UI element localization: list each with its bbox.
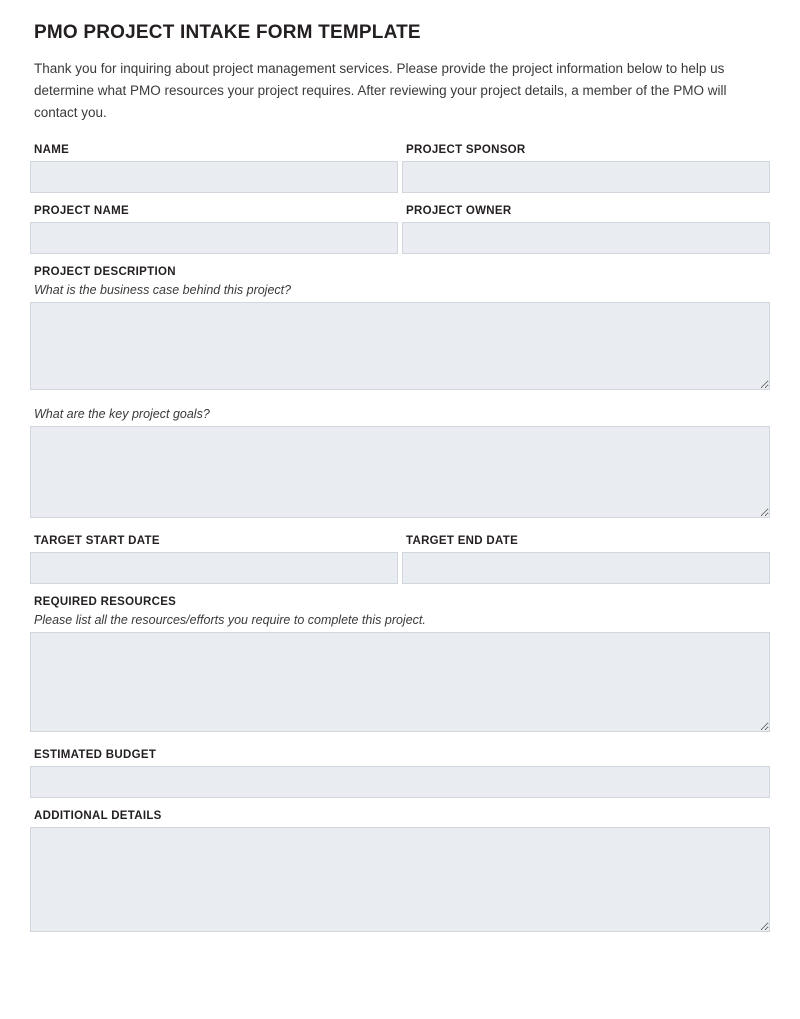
additional-details-block xyxy=(30,810,770,937)
projectname-owner-input-row xyxy=(30,222,770,254)
project-sponsor-label: PROJECT SPONSOR xyxy=(406,144,526,156)
target-start-date-label: TARGET START DATE xyxy=(34,535,160,547)
project-description-hint: What is the business case behind this project? xyxy=(34,283,292,297)
estimated-budget-input[interactable] xyxy=(30,766,770,798)
required-resources-label: REQUIRED RESOURCES xyxy=(34,596,177,608)
target-start-date-input[interactable] xyxy=(30,552,398,584)
name-label: NAME xyxy=(34,144,70,156)
project-goals-block xyxy=(30,407,770,523)
project-sponsor-input[interactable] xyxy=(402,161,770,193)
estimated-budget-label: ESTIMATED BUDGET xyxy=(34,749,157,761)
project-description-block xyxy=(30,266,770,395)
required-resources-block xyxy=(30,596,770,737)
required-resources-textarea[interactable] xyxy=(30,632,770,732)
project-description-label: PROJECT DESCRIPTION xyxy=(34,266,176,278)
project-description-textarea[interactable] xyxy=(30,302,770,390)
project-owner-input[interactable] xyxy=(402,222,770,254)
intro-paragraph: Thank you for inquiring about project management services. Please provide the project information below to help us determine what PMO resources your project requires. After reviewing your project details, a member of the PMO will contact you. xyxy=(34,61,727,120)
project-goals-hint: What are the key project goals? xyxy=(34,407,210,421)
target-dates-input-row xyxy=(30,552,770,584)
additional-details-textarea[interactable] xyxy=(30,827,770,932)
additional-details-label: ADDITIONAL DETAILS xyxy=(34,810,162,822)
name-sponsor-input-row xyxy=(30,161,770,193)
name-input[interactable] xyxy=(30,161,398,193)
target-end-date-label: TARGET END DATE xyxy=(406,535,519,547)
project-name-input[interactable] xyxy=(30,222,398,254)
page-title: PMO PROJECT INTAKE FORM TEMPLATE xyxy=(34,22,421,43)
project-owner-label: PROJECT OWNER xyxy=(406,205,512,217)
project-name-label: PROJECT NAME xyxy=(34,205,129,217)
required-resources-hint: Please list all the resources/efforts you require to complete this project. xyxy=(34,613,426,627)
estimated-budget-block xyxy=(30,749,770,798)
projectname-owner-label-row xyxy=(30,205,770,222)
target-end-date-input[interactable] xyxy=(402,552,770,584)
project-goals-textarea[interactable] xyxy=(30,426,770,518)
name-sponsor-label-row xyxy=(30,144,770,161)
target-dates-label-row xyxy=(30,535,770,552)
